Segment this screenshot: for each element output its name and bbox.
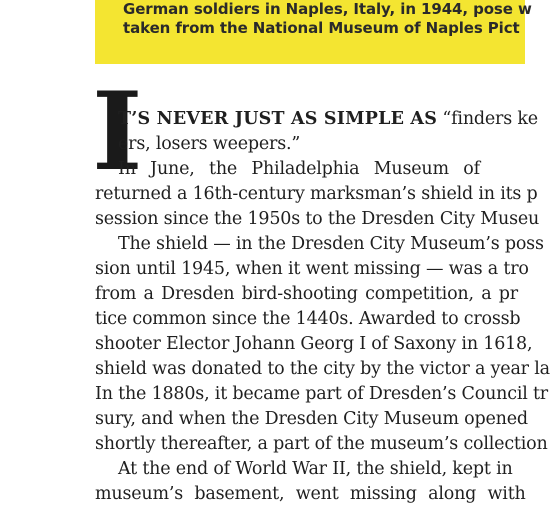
- article-line: In June, the Philadelphia Museum of: [118, 159, 480, 179]
- article-line: shooter Elector Johann Georg I of Saxony in 1618,: [95, 334, 533, 354]
- article-line: In the 1880s, it became part of Dresden’s Council tr: [95, 384, 548, 404]
- article-line: session since the 1950s to the Dresden City Museu: [95, 209, 540, 229]
- article-line: museum’s basement, went missing along with: [95, 484, 526, 504]
- article-line: shield was donated to the city by the victor a year la: [95, 359, 550, 379]
- article-line: shortly thereafter, a part of the museum’s collection: [95, 434, 548, 454]
- article-line: The shield — in the Dresden City Museum’s poss: [118, 234, 544, 254]
- article-lead-line: [118, 109, 538, 129]
- photo-caption-line-1: German soldiers in Naples, Italy, in 1944, pose w: [123, 0, 532, 18]
- article-line: sury, and when the Dresden City Museum opened: [95, 409, 528, 429]
- article-line: ers, losers weepers.”: [118, 134, 301, 154]
- article-line: from a Dresden bird-shooting competition, a pr: [95, 284, 518, 304]
- article-line: sion until 1945, when it went missing — was a tro: [95, 259, 529, 279]
- article-line: At the end of World War II, the shield, kept in: [118, 459, 513, 479]
- photo-caption-line-2: taken from the National Museum of Naples Pict: [123, 19, 520, 37]
- article-line: tice common since the 1440s. Awarded to crossb: [95, 309, 521, 329]
- drop-cap: I: [92, 69, 143, 195]
- lead-small-caps: T’S NEVER JUST AS SIMPLE AS: [118, 109, 438, 129]
- article-line: returned a 16th-century marksman’s shield in its p: [95, 184, 538, 204]
- lead-rest: “finders ke: [437, 109, 538, 129]
